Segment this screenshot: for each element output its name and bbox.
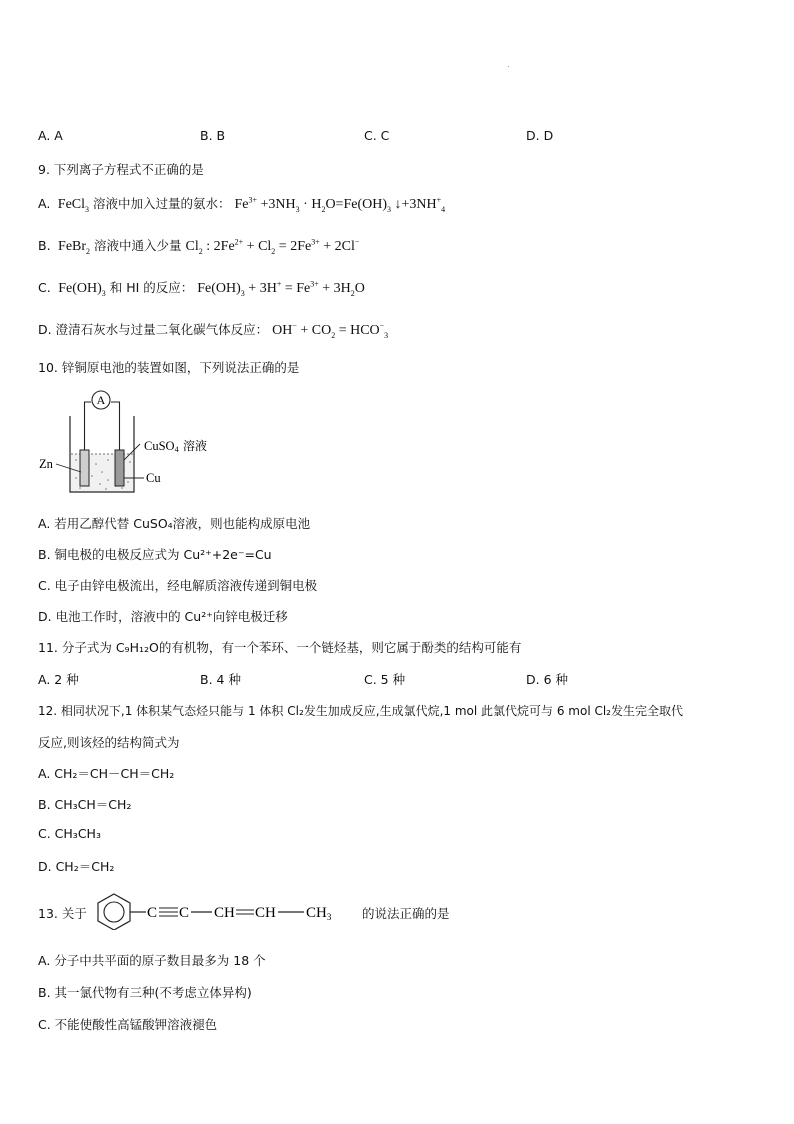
q9-d-text: 澄清石灰水与过量二氧化碳气体反应： [55,322,269,337]
cuso4-formula: CuSO4 [144,439,179,454]
q13-structure-formula [92,892,362,930]
q9-b-text: 溶液中通入少量 [94,238,182,253]
q10-stem: 10. 锌铜原电池的装置如图，下列说法正确的是 [38,360,300,375]
q13-option-a: A. 分子中共平面的原子数目最多为 18 个 [38,953,266,968]
q9-a-prefix: A. [38,196,51,211]
svg-text:CH3: $CH_3$ [306,905,332,922]
q13-option-b: B. 其一氯代物有三种(不考虑立体异构) [38,985,252,1000]
zn-electrode [80,450,89,486]
q10-option-b: B. 铜电极的电极反应式为 Cu²⁺+2e⁻=Cu [38,547,272,562]
q11-option-a: A. 2 种 [38,672,79,687]
q13-option-c: C. 不能使酸性高锰酸钾溶液褪色 [38,1017,218,1032]
q9-b-prefix: B. [38,238,51,253]
q9-a-equation: $Fe^{3+} +3NH_3 \cdot H_2O=Fe(OH)_3$ $↓+3NH^+_4$ [234,195,446,214]
q11-option-d: D. 6 种 [526,672,568,687]
svg-text:CH: CH [255,905,276,921]
q11-option-b: B. 4 种 [200,672,241,687]
scan-speck [508,66,509,67]
q9-a-text: 溶液中加入过量的氨水： [93,196,231,211]
q9-b-equation: $Cl_2$ : $2Fe^{2+} + Cl_2 = 2Fe^{3+} + 2Cl^-$ [185,237,360,256]
zn-label: Zn [39,457,53,471]
q13-stem-suffix: 的说法正确的是 [362,906,450,921]
q9-option-b [38,236,359,255]
q12-stem-line2: 反应,则该烃的结构简式为 [38,735,180,750]
q12-option-c: C. CH₃CH₃ [38,826,101,841]
q8-option-d: D. D [526,128,554,143]
svg-text:C: C [179,905,190,921]
galvanic-cell-diagram [36,388,216,498]
q12-option-a: A. CH₂＝CH－CH＝CH₂ [38,766,175,781]
q9-c-equation: $Fe(OH)_3 + 3H^+ = Fe^{3+} + 3H_2O$ [197,279,365,298]
q11-option-c: C. 5 种 [364,672,406,687]
q8-option-b: B. B [200,128,226,143]
cu-label: Cu [146,471,161,485]
q10-option-d: D. 电池工作时，溶液中的 Cu²⁺向锌电极迁移 [38,609,288,624]
q9-c-text: 和 HI 的反应： [109,280,194,295]
cu-electrode [115,450,124,486]
q9-c-prefix: C. [38,280,51,295]
q10-option-c: C. 电子由锌电极流出，经电解质溶液传递到铜电极 [38,578,318,593]
q8-option-c: C. C [364,128,390,143]
q9-d-prefix: D. [38,322,52,337]
q10-option-a: A. 若用乙醇代替 CuSO₄溶液，则也能构成原电池 [38,516,311,531]
svg-text:CH: CH [214,905,235,921]
q12-option-d: D. CH₂＝CH₂ [38,859,115,874]
q9-option-d [38,320,388,339]
q12-stem-line1: 12. 相同状况下,1 体积某气态烃只能与 1 体积 Cl₂发生加成反应,生成氯代烷,1 mol 此氯代烷可与 6 mol Cl₂发生完全取代 [38,704,683,718]
q8-option-a: A. A [38,128,63,143]
svg-text:C: C [147,905,158,921]
solution-label: 溶液 [183,439,208,453]
q9-stem: 9. 下列离子方程式不正确的是 [38,162,204,177]
q12-option-b: B. CH₃CH＝CH₂ [38,797,132,812]
q13-stem-prefix: 13. 关于 [38,906,87,921]
wire-left [85,402,92,450]
q9-d-equation: $OH^- + CO_2 = HCO^-_3$ [272,321,389,340]
q9-c-formula1: $Fe(OH)_3$ [54,281,106,298]
ammeter-label: A [96,393,106,407]
q11-stem: 11. 分子式为 C₉H₁₂O的有机物，有一个苯环、一个链烃基，则它属于酚类的结构可能有 [38,640,522,655]
q9-option-a [38,194,445,213]
q9-option-c [38,278,365,297]
q9-b-formula1: FeBr$_2$ [54,239,91,256]
benzene-ring-icon [98,894,130,930]
wire-right [111,402,120,450]
q9-a-formula1: FeCl$_3$ [54,197,90,214]
